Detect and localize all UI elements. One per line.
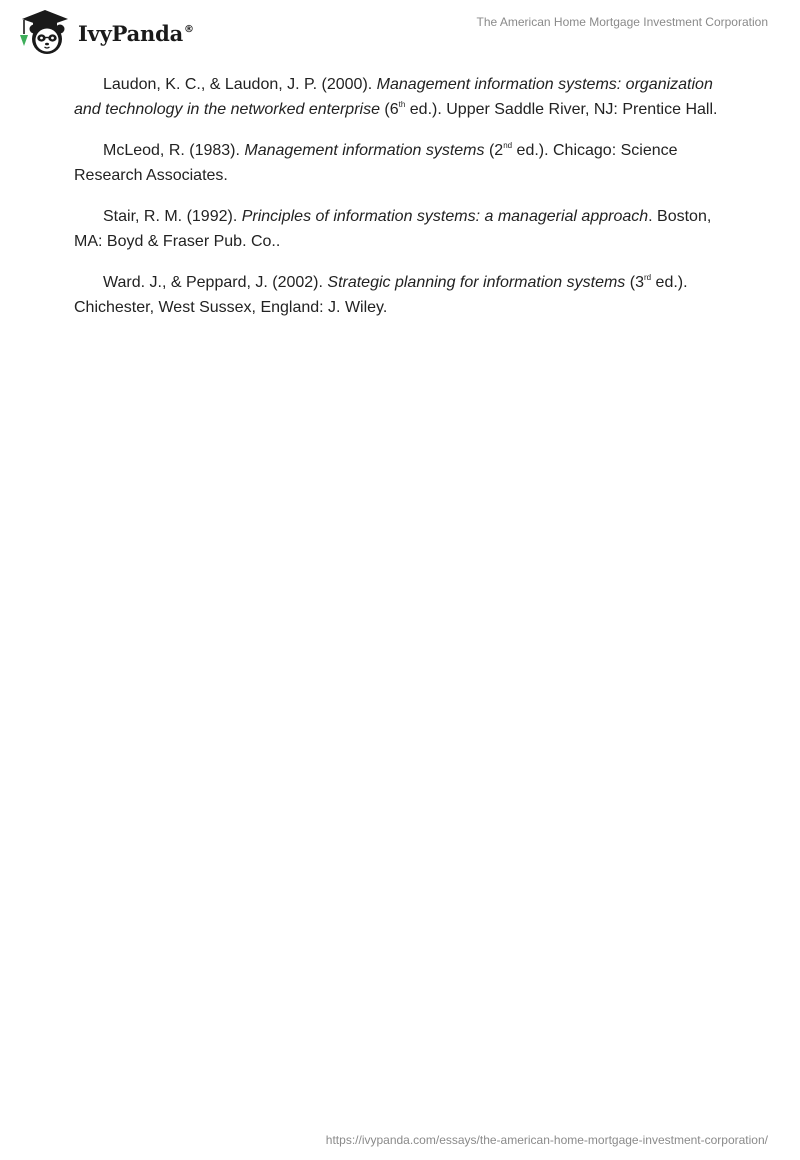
running-title: The American Home Mortgage Investment Corporation [476,15,768,29]
source-url[interactable]: https://ivypanda.com/essays/the-american-home-mortgage-investment-corporation/ [325,1133,768,1147]
reference-tail: ed.). Upper Saddle River, NJ: Prentice Hall. [405,101,718,118]
reference-lead: Stair, R. M. (1992). [103,208,242,225]
panda-graduate-icon [14,8,76,56]
edition-ordinal: rd [643,272,652,282]
registered-mark: ® [184,23,194,35]
reference-tail: ed.). Chicago: Science Research Associates. [74,142,678,184]
reference-title: Strategic planning for information systems [327,274,626,291]
page-header [0,0,800,60]
reference-edition: (2 [484,142,504,159]
reference-title: Management information systems: organization and technology in the networked enterprise [74,76,713,118]
reference-lead: Ward. J., & Peppard, J. (2002). [103,274,328,291]
reference-edition: (6 [379,101,399,118]
reference-tail: ed.). Chichester, West Sussex, England: J. Wiley. [74,274,688,316]
reference-item [74,204,724,254]
reference-item [74,72,724,122]
reference-title: Principles of information systems: a managerial approach [241,208,649,225]
reference-lead: Laudon, K. C., & Laudon, J. P. (2000). [103,76,377,93]
edition-ordinal: th [398,99,406,109]
reference-lead: McLeod, R. (1983). [103,142,245,159]
reference-item [74,138,724,188]
brand-name: IvyPanda® [78,20,194,46]
reference-title: Management information systems [244,142,485,159]
reference-list [74,72,724,336]
ivypanda-logo[interactable] [14,8,194,56]
reference-edition: (3 [625,274,644,291]
reference-tail: . Boston, MA: Boyd & Fraser Pub. Co.. [74,208,712,250]
edition-ordinal: nd [503,140,513,150]
reference-item [74,270,724,320]
